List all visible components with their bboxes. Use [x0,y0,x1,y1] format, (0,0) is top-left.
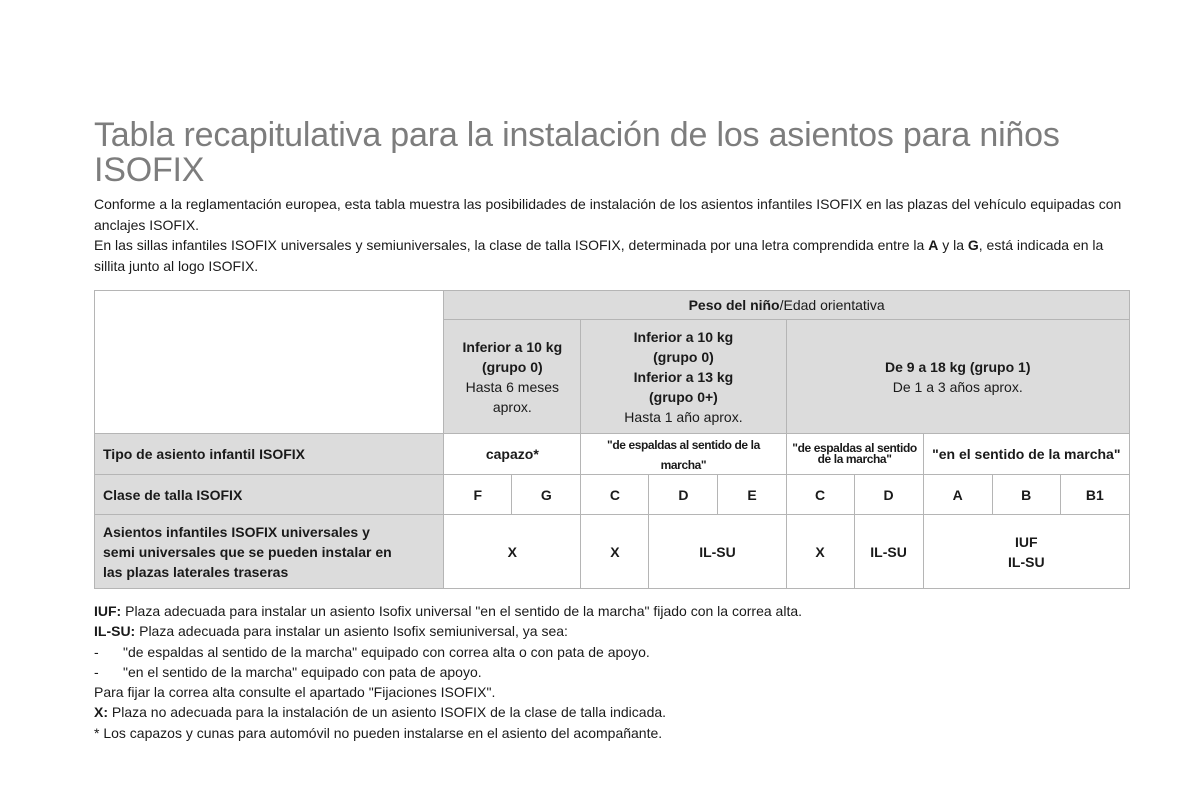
size-class-cell: G [512,475,581,515]
size-class-cell: C [786,475,854,515]
note-fix: Para fijar la correa alta consulte el apartado "Fijaciones ISOFIX". [94,684,496,701]
seat-type-cell: "de espaldas al sentido de la marcha" [786,434,923,475]
note-iuf: IUF: Plaza adecuada para instalar un asiento Isofix universal "en el sentido de la marcha" fijado con la correa alta. [94,603,803,619]
size-class-cell: A [923,475,992,515]
group-0-plus-header: Inferior a 10 kg (grupo 0) Inferior a 13 kg (grupo 0+) Hasta 1 año aprox. [581,320,786,434]
seat-type-cell: capazo* [444,434,581,475]
page [94,118,1130,743]
legend-notes [94,601,1130,743]
suitability-cell: X [581,515,649,589]
suitability-cell: IL-SU [649,515,786,589]
size-class-cell: E [718,475,786,515]
size-class-cell: D [854,475,923,515]
header-empty-cell [95,291,444,434]
footnote: * Los capazos y cunas para automóvil no pueden instalarse en el asiento del acompañante. [94,724,663,741]
intro-text [94,194,1130,276]
note-bullet: - "en el sentido de la marcha" equipado con pata de apoyo. [94,663,482,680]
seat-type-cell: "de espaldas al sentido de la marcha" [581,434,786,475]
group-0-header: Inferior a 10 kg (grupo 0) Hasta 6 meses aprox. [444,320,581,434]
size-class-cell: B [992,475,1060,515]
seat-type-row [95,434,1130,475]
row-label: Clase de talla ISOFIX [95,475,444,515]
suitability-cell: X [786,515,854,589]
intro-paragraph-1: Conforme a la reglamentación europea, esta tabla muestra las posibilidades de instalación de los asientos infantiles ISOFIX en las plazas del vehículo equipadas con anclajes ISOFIX. [94,196,1122,233]
suitability-cell: IUF IL-SU [923,515,1129,589]
header-row-weight [95,291,1130,320]
row-label: Tipo de asiento infantil ISOFIX [95,434,444,475]
weight-header: Peso del niño/Edad orientativa [444,291,1130,320]
seat-type-cell: "en el sentido de la marcha" [923,434,1129,475]
note-bullet: - "de espaldas al sentido de la marcha" equipado con correa alta o con pata de apoyo. [94,643,650,660]
size-class-row [95,475,1130,515]
note-x: X: Plaza no adecuada para la instalación de un asiento ISOFIX de la clase de talla indicada. [94,704,667,721]
isofix-table [94,290,1130,589]
group-1-header: De 9 a 18 kg (grupo 1) De 1 a 3 años aprox. [786,320,1129,434]
universal-row [95,515,1130,589]
size-class-cell: B1 [1060,475,1129,515]
page-title: Tabla recapitulativa para la instalación de los asientos para niños ISOFIX [94,116,1060,189]
size-class-cell: F [444,475,512,515]
suitability-cell: X [444,515,581,589]
size-class-cell: D [649,475,718,515]
size-class-cell: C [581,475,649,515]
row-label: Asientos infantiles ISOFIX universales y semi universales que se pueden instalar en las plazas laterales traseras [95,515,444,589]
note-ilsu: IL-SU: Plaza adecuada para instalar un asiento Isofix semiuniversal, ya sea: [94,623,568,640]
intro-paragraph-2: En las sillas infantiles ISOFIX universales y semiuniversales, la clase de talla ISOFIX, determinada por una letra comprendida entre la A y la G, está indicada en la sillita junto al logo ISOFIX. [94,237,1104,274]
suitability-cell: IL-SU [854,515,923,589]
